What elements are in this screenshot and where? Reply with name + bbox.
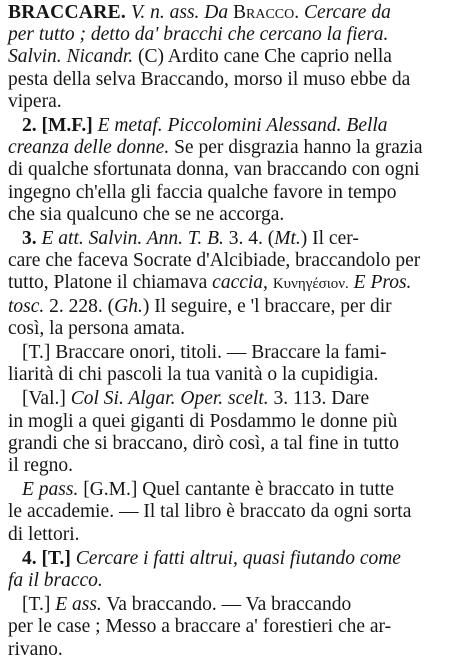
source-citation: Salvin. Nicandr. — [8, 46, 134, 68]
text-line: in mogli a quei giganti di Posdammo le donne più — [8, 410, 398, 432]
text-line: tosc. 2. 228. (Gh.) Il seguire, e 'l braccare, per dir — [8, 295, 392, 317]
text-line: rivano. — [8, 638, 63, 660]
text-line: Salvin. Nicandr. (C) Ardito cane Che caprio nella — [8, 46, 392, 68]
paragraph-sense-2 — [8, 115, 464, 226]
text-line: il regno. — [8, 455, 73, 477]
text-line: per le case ; Messo a braccare a' forestieri che ar- — [8, 616, 392, 638]
text-line: le accademie. — Il tal libro è braccato da ogni sorta — [8, 501, 412, 523]
text-line: 4. [T.] Cercare i fatti altrui, quasi fiutando come — [22, 547, 401, 569]
text-line: [T.] Braccare onori, titoli. — Braccare la fami- — [22, 342, 387, 364]
text-line: liarità di chi pascoli la tua vanità o la cupidigia. — [8, 364, 379, 386]
paragraph-absolute — [8, 594, 464, 661]
text-line: per tutto ; detto da' bracchi che cercano la fiera. — [8, 24, 389, 46]
paragraph-sense-3 — [8, 228, 464, 340]
greek-word: Κυνηγέσιον. — [272, 276, 349, 293]
text-line: 3. E att. Salvin. Ann. T. B. 3. 4. (Mt.) Il cer- — [22, 228, 359, 250]
text-line: [T.] E ass. Va braccando. — Va braccando — [22, 594, 352, 616]
text-line: fa il bracco. — [8, 570, 103, 592]
paragraph-tommaseo-note — [8, 342, 464, 386]
paragraph-val-note — [8, 388, 464, 477]
text-line: che sia qualcuno che se ne accorga. — [8, 203, 285, 225]
text-line: E pass. [G.M.] Quel cantante è braccato in tutte — [22, 479, 394, 501]
text-line: [Val.] Col Si. Algar. Oper. scelt. 3. 113. Dare — [22, 388, 370, 410]
text-line: vipera. — [8, 90, 62, 112]
text-line: 2. [M.F.] E metaf. Piccolomini Alessand. Bella — [22, 115, 388, 137]
dictionary-entry — [8, 2, 464, 663]
grammar-label: V. n. ass. — [130, 2, 200, 23]
paragraph-passive — [8, 479, 464, 546]
text-line: così, la persona amata. — [8, 317, 186, 339]
paragraph-definition — [8, 2, 464, 113]
text-line: creanza delle donne. Se per disgrazia hanno la grazia — [8, 137, 423, 159]
etymon: Bracco. — [233, 2, 300, 23]
headword: BRACCARE. — [8, 2, 127, 23]
text-line: pesta della selva Braccando, morso il muso ebbe da — [8, 68, 411, 90]
text-line: tutto, Platone il chiamava caccia, Κυνηγέσιον. E Pros. — [8, 272, 412, 294]
text-line: ingegno ch'ella gli faccia qualche favore in tempo — [8, 181, 397, 203]
text-line: BRACCARE. V. n. ass. Da Bracco. Cercare da — [8, 2, 391, 23]
text-line: di lettori. — [8, 523, 80, 545]
paragraph-sense-4 — [8, 548, 464, 592]
text-line: grandi che si braccano, dirò così, a tal fine in tutto — [8, 432, 399, 454]
text-line: care che faceva Socrate d'Alcibiade, braccandolo per — [8, 250, 421, 272]
text-line: di qualche sfortunata donna, van braccando con ogni — [8, 159, 420, 181]
